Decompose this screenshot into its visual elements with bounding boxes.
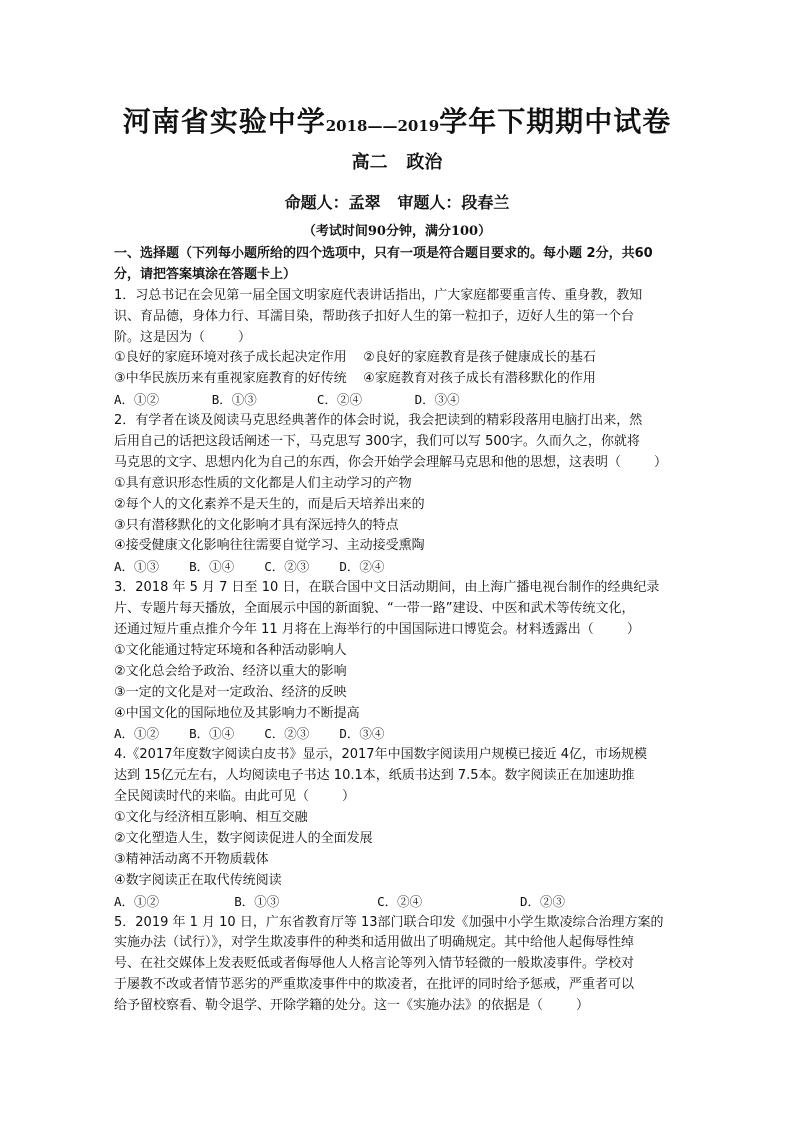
question-option: ①具有意识形态性质的文化都是人们主动学习的产物 — [114, 475, 412, 491]
question-option: ④接受健康文化影响往往需要自觉学习、主动接受熏陶 — [114, 538, 425, 554]
question-option: ②每个人的文化素养不是天生的，而是后天培养出来的 — [114, 496, 425, 512]
title-school: 河南省实验中学 — [122, 105, 326, 138]
section-heading: 一、选择题（下列每小题所给的四个选项中，只有一项是符合题目要求的。每小题 2分，共60 — [114, 246, 653, 261]
question-option: ③中华民族历来有重视家庭教育的好传统 ④家庭教育对孩子成长有潜移默化的作用 — [114, 371, 596, 387]
answer-choices: A．①② B．①④ C．②③ D．③④ — [114, 726, 385, 742]
question-stem-line: 后用自己的话把这段话阐述一下，马克思写 300字，我们可以写 500字。久而久之，你就将 — [114, 434, 640, 450]
question-stem-line: 还通过短片重点推介今年 11 月将在上海举行的中国国际进口博览会。材料透露出（ ） — [114, 622, 640, 638]
question-option: ④中国文化的国际地位及其影响力不断提高 — [114, 705, 360, 721]
question-5 — [114, 913, 696, 1017]
exam-authors: 命题人：孟翠 审题人：段春兰 — [284, 193, 510, 212]
question-stem-line: 3．2018 年 5 月 7 日至 10 日，在联合国中文日活动期间，由上海广播电视台制作的经典纪录 — [114, 580, 660, 596]
title-term: 学年下期期中试卷 — [439, 105, 672, 138]
question-stem-line: 阶。这是因为（ ） — [114, 329, 252, 345]
title-years: 2018——2019 — [325, 117, 440, 135]
answer-choices: A．①③ B．①④ C．②③ D．②④ — [114, 559, 385, 575]
question-stem-line: 识、育品德，身体力行、耳濡目染，帮助孩子扣好人生的第一粒扣子，迈好人生的第一个台 — [114, 308, 635, 324]
question-stem-line: 片、专题片每天播放，全面展示中国的新面貌、“一带一路”建设、中医和武术等传统文化， — [114, 601, 635, 617]
question-stem-line: 1．习总书记在会见第一届全国文明家庭代表讲话指出，广大家庭都要重言传、重身教，教知 — [114, 287, 643, 303]
question-option: ①良好的家庭环境对孩子成长起决定作用 ②良好的家庭教育是孩子健康成长的基石 — [114, 350, 596, 366]
question-option: ②文化塑造人生，数字阅读促进人的全面发展 — [114, 830, 373, 846]
question-3 — [114, 578, 696, 745]
exam-subject: 高二 政治 — [351, 152, 443, 173]
question-stem-line: 号、在社交媒体上发表贬低或者侮辱他人人格言论等列入情节轻微的一般欺凌事件。学校对 — [114, 956, 635, 972]
question-stem-line: 4.《2017年度数字阅读白皮书》显示，2017年中国数字阅读用户规模已接近 4亿，市场规模 — [114, 747, 647, 763]
section-heading-cont: 分，请把答案填涂在答题卡上） — [114, 266, 297, 282]
question-stem-line: 2．有学者在谈及阅读马克思经典著作的体会时说，我会把读到的精彩段落用电脑打出来，然 — [114, 413, 643, 429]
exam-title — [0, 100, 794, 140]
question-option: ①文化能通过特定环境和各种活动影响人 — [114, 642, 347, 658]
exam-body — [114, 244, 696, 1017]
exam-time-info: （考试时间90分钟，满分100） — [302, 224, 492, 239]
question-option: ③精神活动离不开物质载体 — [114, 851, 269, 867]
question-stem-line: 给予留校察看、勒令退学、开除学籍的处分。这一《实施办法》的依据是（ ） — [114, 998, 590, 1014]
question-4 — [114, 745, 696, 912]
question-stem-line: 全民阅读时代的来临。由此可见（ ） — [114, 789, 356, 805]
question-stem-line: 于屡教不改或者情节恶劣的严重欺凌事件中的欺凌者，在批评的同时给予惩戒，严重者可以 — [114, 977, 635, 993]
question-option: ②文化总会给予政治、经济以重大的影响 — [114, 663, 347, 679]
question-stem-line: 马克思的文字、思想内化为自己的东西，你会开始学会理解马克思和他的思想，这表明（ ） — [114, 454, 668, 470]
question-2 — [114, 411, 696, 578]
question-option: ④数字阅读正在取代传统阅读 — [114, 872, 282, 888]
question-1 — [114, 286, 696, 411]
answer-choices: A．①② B．①③ C．②④ D．②③ — [114, 893, 566, 909]
question-option: ③一定的文化是对一定政治、经济的反映 — [114, 684, 347, 700]
question-stem-line: 5．2019 年 1 月 10 日，广东省教育厅等 13部门联合印发《加强中小学生欺凌综合治理方案的 — [114, 914, 664, 930]
question-option: ①文化与经济相互影响、相互交融 — [114, 810, 308, 826]
question-stem-line: 实施办法（试行）》，对学生欺凌事件的种类和适用做出了明确规定。其中给他人起侮辱性绰 — [114, 935, 635, 951]
question-option: ③只有潜移默化的文化影响才具有深远持久的特点 — [114, 517, 399, 533]
question-stem-line: 达到 15亿元左右，人均阅读电子书达 10.1本，纸质书达到 7.5本。数字阅读正在加速助推 — [114, 768, 635, 784]
answer-choices: A．①② B．①③ C．②④ D．③④ — [114, 392, 460, 408]
